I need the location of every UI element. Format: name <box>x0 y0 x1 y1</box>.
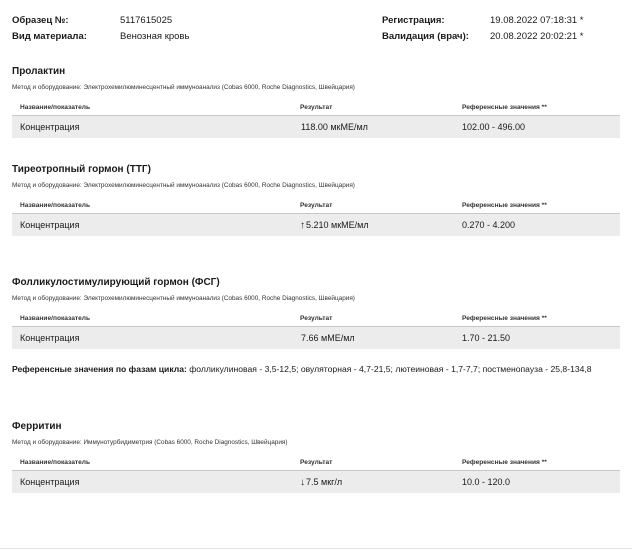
row-name: Концентрация <box>20 333 80 343</box>
registration-label: Регистрация: <box>382 15 445 26</box>
section-title: Ферритин <box>12 421 62 432</box>
result-value: 7.5 мкг/л <box>306 477 343 487</box>
row-name: Концентрация <box>20 477 80 487</box>
section-title: Фолликулостимулирующий гормон (ФСГ) <box>12 277 220 288</box>
method-text: Метод и оборудование: Электрохемилюминесцентный иммуноанализ (Cobas 6000, Roche Diagnostics, Швейцария) <box>12 84 355 91</box>
header-result: Результат <box>300 104 333 111</box>
header-name: Название/показатель <box>20 315 91 322</box>
sample-number-label: Образец №: <box>12 15 69 26</box>
row-reference: 102.00 - 496.00 <box>462 122 526 132</box>
method-text: Метод и оборудование: Иммунотурбидиметрия (Cobas 6000, Roche Diagnostics, Швейцария) <box>12 439 288 446</box>
row-reference: 0.270 - 4.200 <box>462 220 516 230</box>
header-name: Название/показатель <box>20 459 91 466</box>
table-row <box>12 214 620 236</box>
result-value: 5.210 мкМЕ/мл <box>306 220 369 230</box>
method-text: Метод и оборудование: Электрохемилюминесцентный иммуноанализ (Cobas 6000, Roche Diagnostics, Швейцария) <box>12 182 355 189</box>
header-name: Название/показатель <box>20 202 91 209</box>
phase-reference-note <box>12 363 624 376</box>
header-result: Результат <box>300 315 333 322</box>
result-value: 118.00 мкМЕ/мл <box>301 122 368 132</box>
table-header <box>12 312 620 327</box>
row-result <box>300 477 342 488</box>
method-text: Метод и оборудование: Электрохемилюминесцентный иммуноанализ (Cobas 6000, Roche Diagnostics, Швейцария) <box>12 295 355 302</box>
header-result: Результат <box>300 459 333 466</box>
table-header <box>12 101 620 116</box>
page-bottom-divider <box>0 548 632 549</box>
section-ferritin <box>12 421 620 493</box>
row-reference: 10.0 - 120.0 <box>462 477 511 487</box>
row-result <box>300 122 368 133</box>
arrow-down-icon: ↓ <box>300 477 305 488</box>
validation-label: Валидация (врач): <box>382 31 469 42</box>
section-prolactin <box>12 66 620 138</box>
section-tsh <box>12 164 620 236</box>
header-reference: Референсные значения ** <box>462 459 547 466</box>
sample-header <box>0 0 632 50</box>
table-header <box>12 199 620 214</box>
row-name: Концентрация <box>20 220 80 230</box>
registration-value: 19.08.2022 07:18:31 * <box>490 15 584 26</box>
phase-note-text: фолликулиновая - 3,5-12,5; овуляторная - 4,7-21,5; лютеиновая - 1,7-7,7; постменопауза - 25,8-134,8 <box>186 364 592 374</box>
table-row <box>12 327 620 349</box>
header-reference: Референсные значения ** <box>462 202 547 209</box>
phase-note-label: Референсные значения по фазам цикла: <box>12 364 187 374</box>
arrow-up-icon: ↑ <box>300 220 305 231</box>
header-reference: Референсные значения ** <box>462 104 547 111</box>
header-name: Название/показатель <box>20 104 91 111</box>
table-row <box>12 471 620 493</box>
section-fsh <box>12 277 620 349</box>
row-reference: 1.70 - 21.50 <box>462 333 511 343</box>
validation-value: 20.08.2022 20:02:21 * <box>490 31 584 42</box>
row-name: Концентрация <box>20 122 80 132</box>
table-row <box>12 116 620 138</box>
result-value: 7.66 мМЕ/мл <box>301 333 355 343</box>
material-label: Вид материала: <box>12 31 87 42</box>
header-reference: Референсные значения ** <box>462 315 547 322</box>
material-value: Венозная кровь <box>120 31 190 42</box>
section-title: Тиреотропный гормон (ТТГ) <box>12 164 151 175</box>
sample-number-value: 5117615025 <box>120 15 173 26</box>
row-result <box>300 220 369 231</box>
header-result: Результат <box>300 202 333 209</box>
section-title: Пролактин <box>12 66 66 77</box>
table-header <box>12 456 620 471</box>
row-result <box>300 333 355 344</box>
